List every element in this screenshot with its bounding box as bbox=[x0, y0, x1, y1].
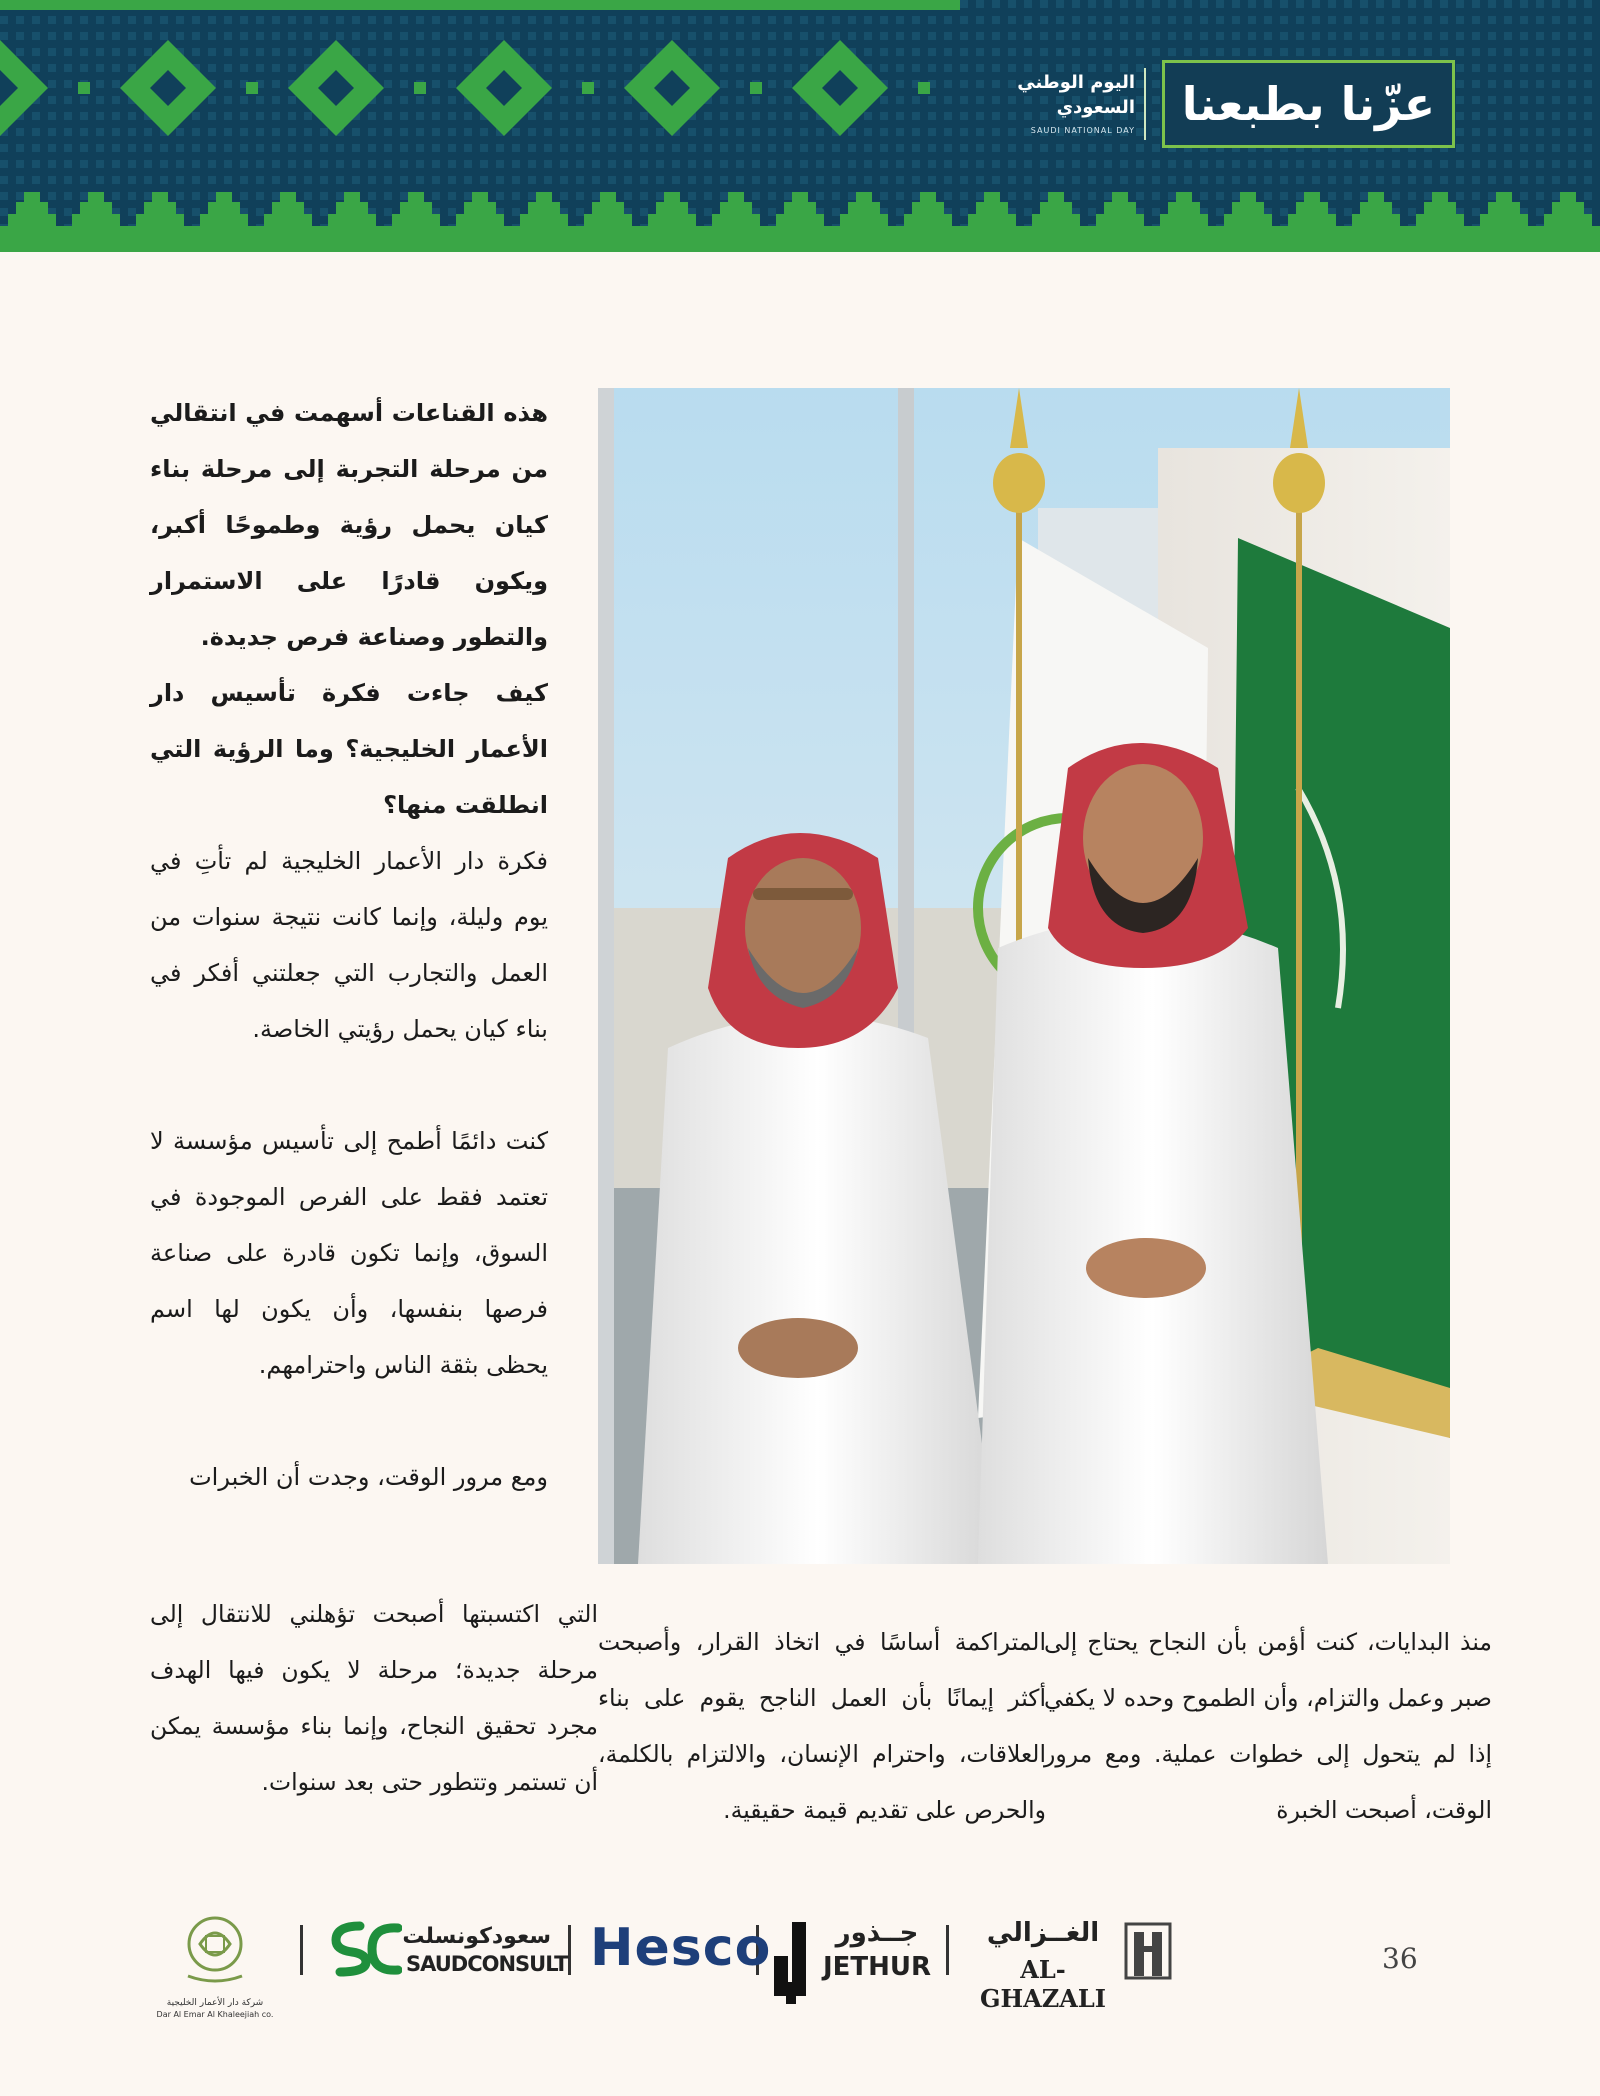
alghazali-mark-icon bbox=[1124, 1922, 1172, 1980]
answer-paragraph-1: فكرة دار الأعمار الخليجية لم تأتِ في يوم وليلة، وإنما كانت نتيجة سنوات من العمل والتجارب التي جعلتني أفكر في بناء كيان يحمل رؤيتي الخاصة. bbox=[150, 847, 548, 1043]
header-banner bbox=[0, 0, 1600, 252]
dar-al-emar-arabic: شركة دار الأعمار الخليجية bbox=[166, 1998, 264, 2008]
brand-logo bbox=[1162, 60, 1455, 148]
footer-divider bbox=[300, 1925, 303, 1975]
footer-divider bbox=[946, 1925, 949, 1975]
article-column-left: التي اكتسبتها أصبحت تؤهلني للانتقال إلى مرحلة جديدة؛ مرحلة لا يكون فيها الهدف مجرد تحقيق النجاح، وإنما بناء مؤسسة يمكن أن تستمر وتتطور حتى بعد سنوات. bbox=[150, 1600, 598, 1796]
brand-divider bbox=[1144, 68, 1146, 140]
jethur-mark-icon bbox=[770, 1922, 812, 2004]
jethur-arabic: جــذور bbox=[835, 1918, 919, 1948]
saudconsult-mark-icon bbox=[326, 1918, 402, 1980]
national-day-title: اليوم الوطني bbox=[1017, 72, 1135, 93]
answer-paragraph-3-start: ومع مرور الوقت، وجدت أن الخبرات bbox=[189, 1463, 548, 1491]
page-number: 36 bbox=[1382, 1942, 1418, 1975]
article-column-middle: المتراكمة أساسًا في اتخاذ القرار، وأصبحت أكثر إيمانًا بأن العمل الناجح يقوم على بناء العلاقات، واحترام الإنسان، والالتزام بالكلمة، والحرص على تقديم قيمة حقيقية. bbox=[598, 1628, 1046, 1824]
alghazali-english: AL-GHAZALI bbox=[979, 1955, 1107, 2013]
saudconsult-arabic: سعودكونسلت bbox=[402, 1924, 551, 1949]
intro-paragraph: هذه القناعات أسهمت في انتقالي من مرحلة التجربة إلى مرحلة بناء كيان يحمل رؤية وطموحًا أكبر، ويكون قادرًا على الاستمرار والتطور وصناعة فرص جديدة. bbox=[150, 399, 548, 651]
jethur-english: JETHUR bbox=[822, 1952, 932, 1982]
dar-al-emar-mark-icon bbox=[180, 1912, 250, 1992]
saudconsult-english: SAUDCONSULT bbox=[406, 1952, 568, 1976]
national-day-english: SAUDI NATIONAL DAY bbox=[1030, 126, 1135, 135]
interview-question: كيف جاءت فكرة تأسيس دار الأعمار الخليجية؟ وما الرؤية التي انطلقت منها؟ bbox=[150, 679, 548, 819]
interview-photo bbox=[598, 388, 1450, 1564]
national-day-subtitle: السعودي bbox=[1056, 97, 1135, 118]
article-left-column bbox=[150, 385, 548, 1505]
alghazali-arabic: الغــزالي bbox=[986, 1918, 1100, 1948]
footer-divider bbox=[568, 1925, 571, 1975]
article-column-right: منذ البدايات، كنت أؤمن بأن النجاح يحتاج إلى صبر وعمل والتزام، وأن الطموح وحده لا يكفي إذا لم يتحول إلى خطوات عملية. ومع مرور الوقت، أصبحت الخبرة bbox=[1044, 1628, 1492, 1824]
hesco-logo: Hesco bbox=[590, 1918, 772, 1978]
answer-paragraph-2: كنت دائمًا أطمح إلى تأسيس مؤسسة لا تعتمد فقط على الفرص الموجودة في السوق، وإنما تكون قادرة على صناعة فرصها بنفسها، وأن يكون لها اسم يحظى بثقة الناس واحترامهم. bbox=[150, 1127, 548, 1379]
brand-slogan: عزّنا بطبعنا bbox=[1181, 77, 1436, 131]
dar-al-emar-english: Dar Al Emar Al Khaleejiah co. bbox=[156, 2010, 274, 2019]
